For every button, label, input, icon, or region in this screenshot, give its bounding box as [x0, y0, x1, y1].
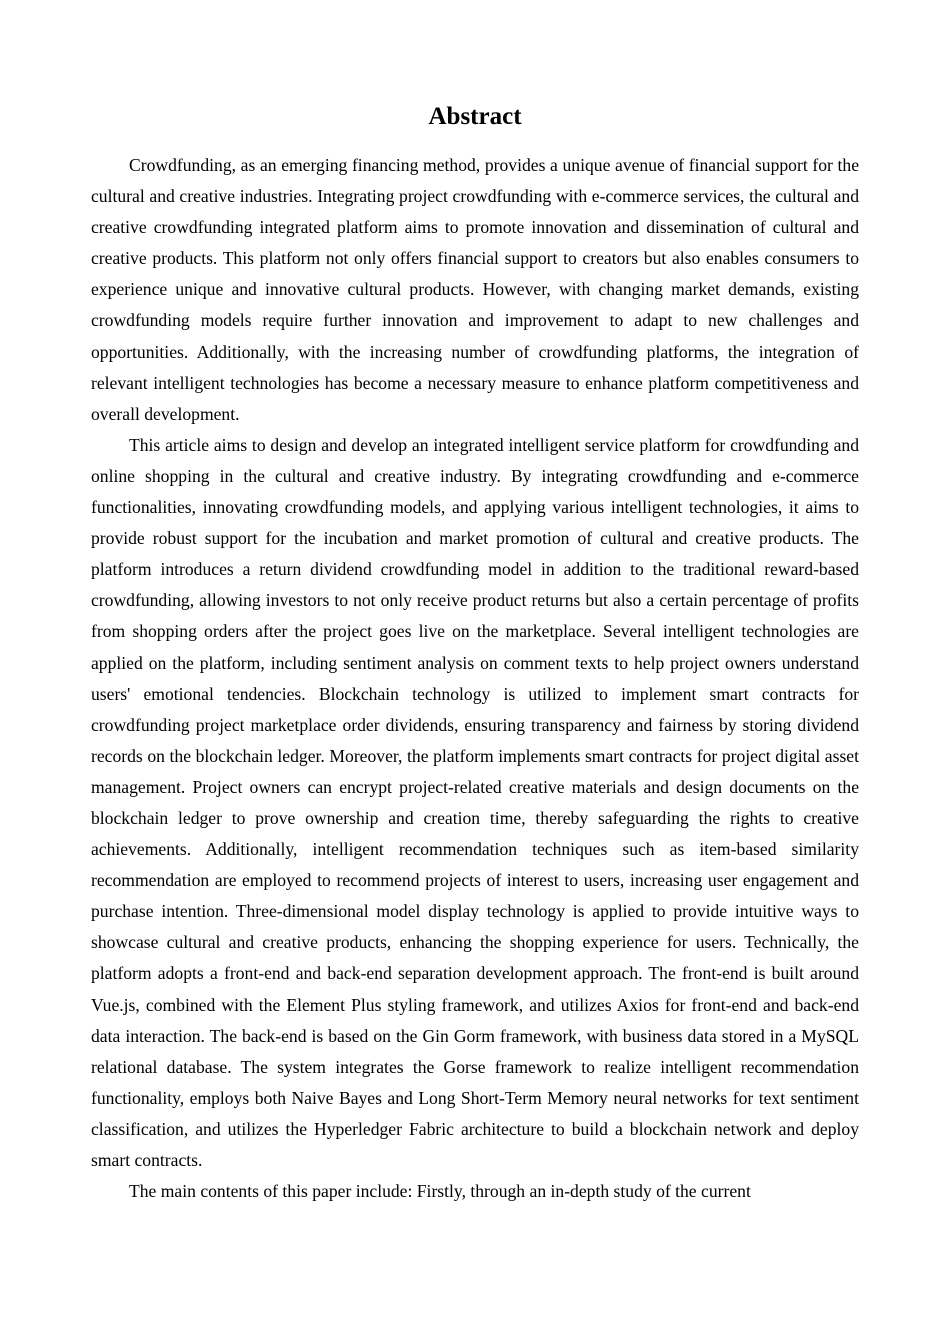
abstract-paragraph-3: The main contents of this paper include: Firstly, through an in-depth study of the current	[129, 1181, 751, 1202]
abstract-paragraph-1: Crowdfunding, as an emerging financing method, provides a unique avenue of financial support for the cultural and creative industries. Integrating project crowdfunding with e-commerce services, the cultural and creative crowdfunding integrated platform aims to promote innovation and dissemination of cultural and creative products. This platform not only offers financial support to creators but also enables consumers to experience unique and innovative cultural products. However, with changing market demands, existing crowdfunding models require further innovation and improvement to adapt to new challenges and opportunities. Additionally, with the increasing number of crowdfunding platforms, the integration of relevant intelligent technologies has become a necessary measure to enhance platform competitiveness and overall development.	[91, 155, 859, 424]
document-page	[91, 100, 859, 1207]
abstract-paragraph-2: This article aims to design and develop an integrated intelligent service platform for crowdfunding and online shopping in the cultural and creative industry. By integrating crowdfunding and e-commerce functionalities, innovating crowdfunding models, and applying various intelligent technologies, it aims to provide robust support for the incubation and market promotion of cultural and creative products. The platform introduces a return dividend crowdfunding model in addition to the traditional reward-based crowdfunding, allowing investors to not only receive product returns but also a certain percentage of profits from shopping orders after the project goes live on the marketplace. Several intelligent technologies are applied on the platform, including sentiment analysis on comment texts to help project owners understand users' emotional tendencies. Blockchain technology is utilized to implement smart contracts for crowdfunding project marketplace order dividends, ensuring transparency and fairness by storing dividend records on the blockchain ledger. Moreover, the platform implements smart contracts for project digital asset management. Project owners can encrypt project-related creative materials and design documents on the blockchain ledger to prove ownership and creation time, thereby safeguarding the rights to creative achievements. Additionally, intelligent recommendation techniques such as item-based similarity recommendation are employed to recommend projects of interest to users, increasing user engagement and purchase intention. Three-dimensional model display technology is applied to provide intuitive ways to showcase cultural and creative products, enhancing the shopping experience for users. Technically, the platform adopts a front-end and back-end separation development approach. The front-end is built around Vue.js, combined with the Element Plus styling framework, and utilizes Axios for front-end and back-end data interaction. The back-end is based on the Gin Gorm framework, with business data stored in a MySQL relational database. The system integrates the Gorse framework to realize intelligent recommendation functionality, employs both Naive Bayes and Long Short-Term Memory neural networks for text sentiment classification, and utilizes the Hyperledger Fabric architecture to build a blockchain network and deploy smart contracts.	[91, 434, 859, 1170]
abstract-title: Abstract	[428, 103, 522, 130]
